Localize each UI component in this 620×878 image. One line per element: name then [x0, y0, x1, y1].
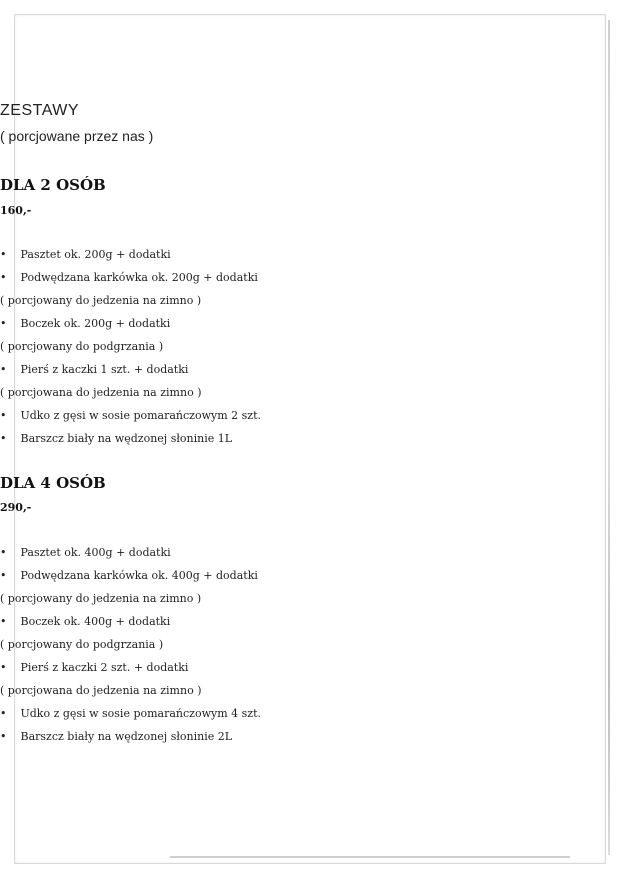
- menu-title: ZESTAWY: [0, 102, 80, 119]
- list-item: [0, 358, 620, 381]
- bullet-icon: •: [0, 661, 7, 674]
- item-text: Udko z gęsi w sosie pomarańczowym 2 szt.: [20, 409, 261, 422]
- item-note: ( porcjowana do jedzenia na zimno ): [0, 684, 202, 697]
- item-text: Pierś z kaczki 2 szt. + dodatki: [20, 661, 189, 674]
- list-item: [0, 610, 620, 633]
- item-text: Barszcz biały na wędzonej słoninie 1L: [20, 432, 233, 445]
- list-item: [0, 633, 620, 656]
- item-note: ( porcjowana do jedzenia na zimno ): [0, 386, 202, 399]
- set-price: 160,-: [0, 204, 32, 217]
- bullet-icon: •: [0, 317, 7, 330]
- item-text: Podwędzana karkówka ok. 400g + dodatki: [20, 569, 258, 582]
- list-item: [0, 289, 620, 312]
- item-text: Barszcz biały na wędzonej słoninie 2L: [20, 730, 233, 743]
- bullet-icon: •: [0, 248, 7, 261]
- item-text: Boczek ok. 400g + dodatki: [20, 615, 171, 628]
- list-item: [0, 725, 620, 748]
- item-text: Pasztet ok. 400g + dodatki: [20, 546, 171, 559]
- item-note: ( porcjowany do podgrzania ): [0, 340, 164, 353]
- set-items: [0, 541, 620, 748]
- bullet-icon: •: [0, 707, 7, 720]
- list-item: [0, 427, 620, 450]
- bullet-icon: •: [0, 615, 7, 628]
- list-item: [0, 381, 620, 404]
- set-items: [0, 243, 620, 450]
- item-note: ( porcjowany do podgrzania ): [0, 638, 164, 651]
- set-heading: DLA 4 OSÓB: [0, 474, 106, 492]
- item-text: Boczek ok. 200g + dodatki: [20, 317, 171, 330]
- item-text: Podwędzana karkówka ok. 200g + dodatki: [20, 271, 258, 284]
- list-item: [0, 335, 620, 358]
- list-item: [0, 312, 620, 335]
- bullet-icon: •: [0, 271, 7, 284]
- list-item: [0, 266, 620, 289]
- bullet-icon: •: [0, 569, 7, 582]
- list-item: [0, 587, 620, 610]
- item-note: ( porcjowany do jedzenia na zimno ): [0, 592, 202, 605]
- bullet-icon: •: [0, 432, 7, 445]
- bullet-icon: •: [0, 363, 7, 376]
- frame-edge-bottom: [170, 856, 570, 858]
- set-heading: DLA 2 OSÓB: [0, 176, 106, 194]
- list-item: [0, 656, 620, 679]
- bullet-icon: •: [0, 546, 7, 559]
- list-item: [0, 541, 620, 564]
- menu-subtitle: ( porcjowane przez nas ): [0, 128, 154, 144]
- item-text: Pasztet ok. 200g + dodatki: [20, 248, 171, 261]
- list-item: [0, 702, 620, 725]
- item-note: ( porcjowany do jedzenia na zimno ): [0, 294, 202, 307]
- list-item: [0, 404, 620, 427]
- list-item: [0, 243, 620, 266]
- bullet-icon: •: [0, 730, 7, 743]
- bullet-icon: •: [0, 409, 7, 422]
- item-text: Udko z gęsi w sosie pomarańczowym 4 szt.: [20, 707, 261, 720]
- list-item: [0, 679, 620, 702]
- item-text: Pierś z kaczki 1 szt. + dodatki: [20, 363, 189, 376]
- set-price: 290,-: [0, 501, 32, 514]
- list-item: [0, 564, 620, 587]
